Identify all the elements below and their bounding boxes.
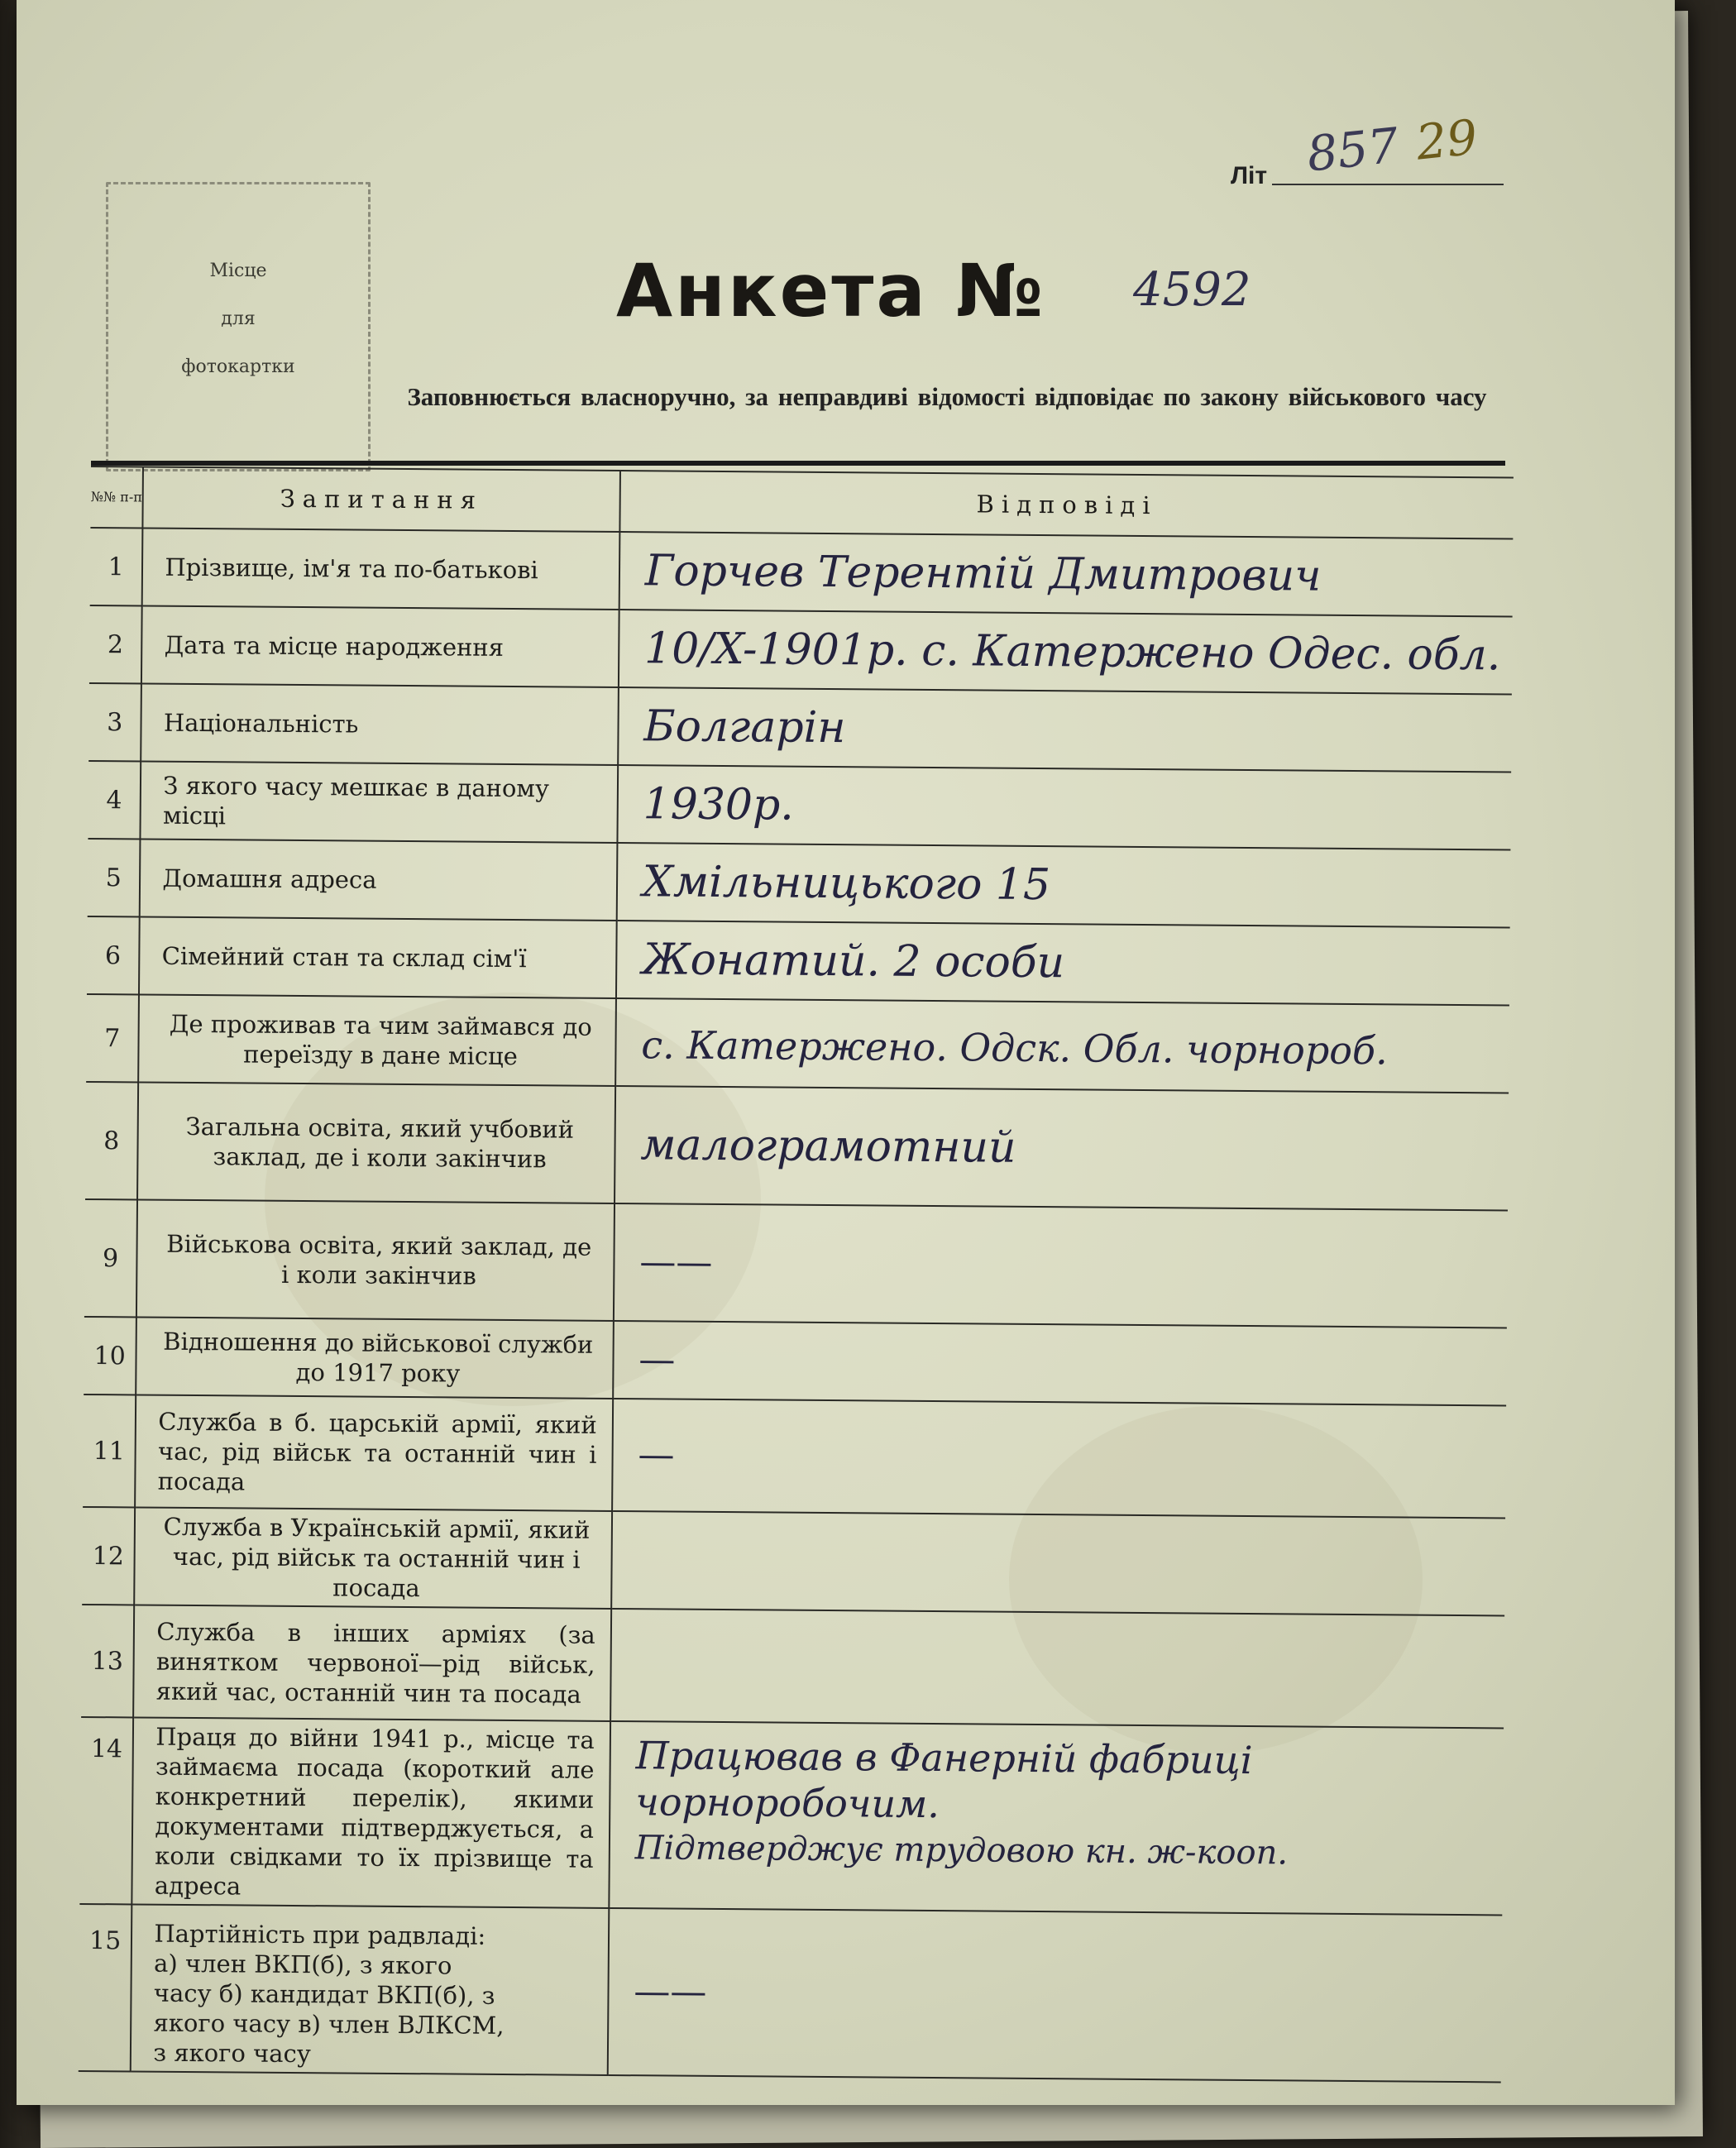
row-number: 11	[83, 1395, 136, 1507]
answer-line: Жонатий. 2 особи	[641, 935, 1065, 988]
table-row	[88, 761, 1511, 850]
row-number: 8	[85, 1082, 138, 1199]
table-header-row	[90, 466, 1514, 539]
lit-label: Літ	[1231, 162, 1268, 189]
row-answer	[611, 1511, 1505, 1615]
table-row	[81, 1605, 1504, 1729]
answer-line: ——	[634, 1970, 707, 2013]
answer-line: ——	[639, 1241, 713, 1284]
answer-line: 10/X-1901р. с. Катержено Одес. обл.	[643, 624, 1501, 681]
questionnaire-page	[17, 0, 1675, 2105]
answer-line: Працював в Фанерній фабриці	[635, 1733, 1253, 1783]
lit-number-second: 29	[1413, 108, 1480, 171]
row-answer	[619, 532, 1514, 616]
row-question: Партійність при радвладі: а) член ВКП(б), з якого часу б) кандидат ВКП(б), з якого часу в) член ВЛКСМ, з якого часу	[131, 1904, 609, 2075]
table-row	[89, 605, 1513, 695]
row-answer	[615, 1086, 1509, 1210]
table-row	[82, 1507, 1505, 1616]
answer-line	[638, 1560, 1494, 1567]
table-row	[88, 839, 1511, 928]
answer-line: —	[638, 1433, 675, 1476]
row-question: Служба в інших арміях (за винятком червоної—рід військ, який час, останній чин та посада	[133, 1605, 611, 1721]
row-number: 10	[84, 1317, 136, 1395]
row-question: Служба в б. царській армії, який час, рід військ та останній чин і посада	[135, 1395, 613, 1511]
answer-line: с. Катержено. Одск. Обл. чорнороб.	[641, 1022, 1388, 1074]
answer-line: малограмотний	[640, 1120, 1016, 1173]
row-question: Відношення до військової служби до 1917 року	[136, 1317, 614, 1399]
table-row	[85, 1082, 1509, 1211]
row-question: Де проживав та чим займався до переїзду в дане місце	[139, 994, 616, 1086]
row-answer	[613, 1321, 1507, 1405]
photo-label-line-1: Місце	[209, 261, 267, 281]
form-title: Анкета №	[616, 248, 1046, 333]
row-answer	[617, 765, 1511, 849]
answer-line: чорноробочим.	[634, 1779, 940, 1827]
table-row	[88, 683, 1512, 773]
row-question: Дата та місце народження	[141, 605, 619, 687]
row-number: 3	[88, 683, 141, 761]
answer-line: Горчев Терентій Дмитрович	[644, 546, 1322, 601]
table-row	[84, 1317, 1507, 1406]
questionnaire-table	[79, 466, 1514, 2083]
answer-line: Хмільницького 15	[642, 857, 1051, 911]
row-number: 1	[90, 528, 143, 605]
table-row	[79, 1717, 1504, 1916]
answer-line	[637, 1665, 1493, 1672]
row-question: Національність	[141, 683, 619, 765]
row-question: Прізвище, ім'я та по-батькові	[142, 528, 619, 610]
table-row	[86, 994, 1509, 1093]
lit-number: 857	[1304, 117, 1402, 183]
form-subtitle: Заповнюється власноручно, за неправдиві відомості відповідає по закону військового часу	[407, 382, 1487, 411]
table-row	[87, 916, 1510, 1006]
answer-line: Підтверджує трудовою кн. ж-кооп.	[634, 1829, 1289, 1873]
row-number: 4	[88, 761, 141, 839]
row-question: З якого часу мешкає в даному місці	[141, 761, 618, 843]
row-number: 7	[86, 994, 139, 1082]
row-answer	[619, 610, 1513, 694]
row-number: 15	[79, 1904, 132, 2071]
photo-label-line-3: фотокартки	[181, 356, 295, 377]
col-question-header: Запитання	[143, 466, 620, 532]
row-question: Праця до війни 1941 р., місце та займаєма посада (короткий але конкретний перелік), якими документами підтверджується, а коли свідками то їх прізвище та адреса	[132, 1717, 610, 1908]
row-question: Військова освіта, який заклад, де і коли закінчив	[136, 1199, 615, 1321]
row-question: Домашня адреса	[140, 839, 617, 921]
table-row	[84, 1199, 1508, 1328]
row-answer	[610, 1609, 1504, 1728]
row-number: 9	[84, 1199, 137, 1317]
row-answer	[609, 1721, 1504, 1915]
answer-line: —	[638, 1338, 676, 1381]
row-answer	[616, 921, 1510, 1005]
header-rule	[91, 461, 1505, 466]
row-question: Сімейний стан та склад сім'ї	[139, 916, 616, 998]
answer-line: Болгарін	[643, 701, 846, 753]
row-number: 12	[82, 1507, 135, 1605]
row-number: 13	[81, 1605, 134, 1717]
answer-line: 1930р.	[643, 779, 795, 830]
col-answer-header: Відповіді	[619, 471, 1514, 538]
photo-label-line-2: для	[221, 309, 256, 329]
form-number-handwritten: 4592	[1133, 263, 1251, 317]
row-answer	[614, 1203, 1508, 1328]
row-number: 2	[89, 605, 142, 683]
lit-number-handwritten	[1304, 108, 1480, 182]
row-question: Служба в Українській армії, який час, рід військ та останній чин і посада	[135, 1507, 612, 1609]
table-row	[90, 528, 1514, 617]
table-row	[83, 1395, 1506, 1519]
lit-underline	[1272, 184, 1504, 185]
col-num-header: №№ п-п	[90, 466, 143, 528]
row-answer	[612, 1399, 1506, 1518]
photo-placeholder-box	[106, 182, 371, 471]
row-number: 5	[88, 839, 141, 916]
row-answer	[615, 998, 1509, 1093]
table-row	[79, 1904, 1503, 2083]
row-number: 6	[87, 916, 140, 994]
row-number: 14	[79, 1717, 133, 1904]
row-answer	[608, 1908, 1503, 2082]
row-answer	[617, 843, 1511, 927]
row-answer	[618, 687, 1512, 772]
row-question: Загальна освіта, який учбовий заклад, де і коли закінчив	[137, 1082, 615, 1203]
